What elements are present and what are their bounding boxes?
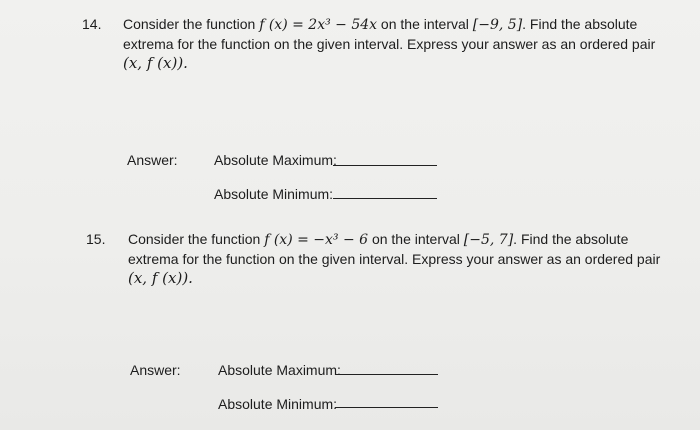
problem-14-ordered-pair: (x, f (x)). xyxy=(123,54,188,72)
problem-15-number: 15. xyxy=(86,231,106,247)
problem-15-max-label: Absolute Maximum: xyxy=(218,362,341,378)
problem-15-prefix: Consider the function xyxy=(128,231,265,247)
problem-15-function: f (x) = −x³ − 6 xyxy=(264,232,369,248)
problem-15-ordered-pair: (x, f (x)). xyxy=(128,269,193,287)
problem-15-interval-label: on the interval xyxy=(368,231,464,247)
problem-14-interval: [−9, 5] xyxy=(472,17,523,33)
problem-14-min-label: Absolute Minimum: xyxy=(214,186,334,202)
problem-15-line-1 xyxy=(128,230,660,250)
problem-15-text xyxy=(128,230,660,288)
problem-14-answer-label: Answer: xyxy=(127,152,178,168)
problem-14-text xyxy=(123,15,655,73)
problem-14-max-label: Absolute Maximum: xyxy=(214,152,337,168)
problem-15-interval: [−5, 7] xyxy=(463,232,514,248)
problem-14-prefix: Consider the function xyxy=(123,16,260,32)
problem-14-suffix: . Find the absolute xyxy=(522,16,638,32)
problem-14-function: f (x) = 2x³ − 54x xyxy=(259,17,378,33)
problem-15-min-answer-blank[interactable] xyxy=(335,407,438,408)
problem-14-line-1 xyxy=(123,15,655,35)
problem-15-max-answer-blank[interactable] xyxy=(335,374,438,375)
problem-15-answer-label: Answer: xyxy=(130,362,181,378)
problem-15-min-label: Absolute Minimum: xyxy=(218,396,338,412)
problem-15-suffix: . Find the absolute xyxy=(513,231,629,247)
problem-14-min-answer-blank[interactable] xyxy=(333,198,437,199)
problem-14-line-2: extrema for the function on the given interval. Express your answer as an ordered pair xyxy=(123,36,656,52)
problem-14-number: 14. xyxy=(82,16,102,32)
problem-14-max-answer-blank[interactable] xyxy=(333,165,437,166)
problem-14-interval-label: on the interval xyxy=(377,16,473,32)
problem-15-line-2: extrema for the function on the given interval. Express your answer as an ordered pair xyxy=(128,251,661,267)
